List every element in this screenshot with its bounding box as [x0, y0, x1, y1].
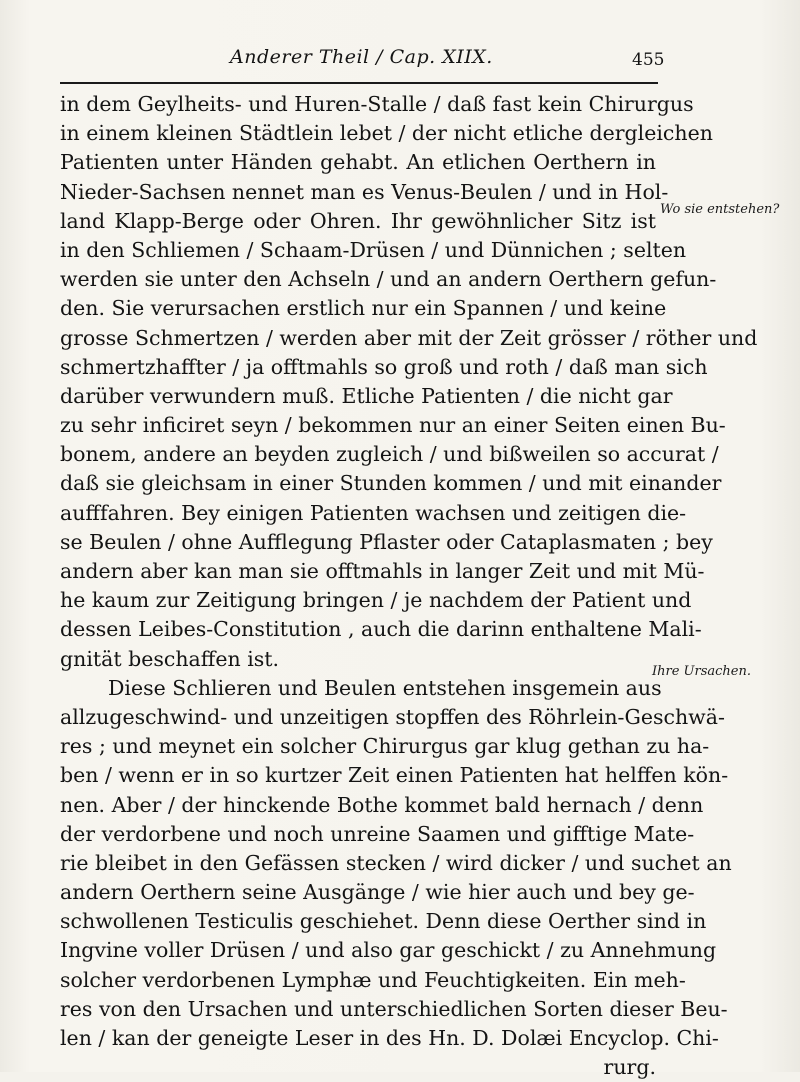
- text-line: schwollenen Testiculis geschiehet. Denn diese Oerther sind in: [60, 909, 707, 934]
- text-line: len / kan der geneigte Leser in des Hn. D. Dolæi Encyclop. Chi-: [60, 1026, 719, 1050]
- text-line: allzugeschwind- und unzeitigen stopffen des Röhrlein-Geschwä-: [60, 704, 725, 729]
- paragraph-first-line: Diese Schlieren und Beulen entstehen insgemein aus: [108, 675, 662, 700]
- text-line: rurg.: [603, 1055, 656, 1080]
- text-line: in einem kleinen Städtlein lebet / der nicht etliche dergleichen: [60, 121, 713, 146]
- text-line: se Beulen / ohne Aufflegung Pflaster oder Cataplasmaten ; bey: [60, 529, 713, 554]
- text-line: ben / wenn er in so kurtzer Zeit einen Patienten hat helffen kön-: [60, 763, 729, 788]
- text-line: Patienten unter Händen gehabt. An etlichen Oerthern in: [60, 150, 656, 175]
- text-line: Ingvine voller Drüsen / und also gar geschickt / zu Annehmung: [60, 938, 717, 963]
- text-line: rie bleibet in den Gefässen stecken / wird dicker / und suchet an: [60, 850, 732, 875]
- text-line: bonem, andere an beyden zugleich / und bißweilen so accurat /: [60, 442, 719, 467]
- text-line: in den Schliemen / Schaam-Drüsen / und Dünnichen ; selten: [60, 237, 687, 262]
- text-line: in dem Geylheits- und Huren-Stalle / daß fast kein Chirurgus: [60, 92, 694, 116]
- page-number: 455: [632, 50, 665, 70]
- text-line: res ; und meynet ein solcher Chirurgus gar klug gethan zu ha-: [60, 734, 710, 759]
- header-rule: [60, 82, 658, 84]
- running-head: Anderer Theil / Cap. XIIX.: [230, 46, 493, 68]
- text-line: zu sehr inficiret seyn / bekommen nur an einer Seiten einen Bu-: [60, 413, 726, 438]
- text-line: Nieder-Sachsen nennet man es Venus-Beulen / und in Hol-: [60, 179, 669, 204]
- text-line: andern aber kan man sie offtmahls in langer Zeit und mit Mü-: [60, 559, 705, 583]
- text-line: daß sie gleichsam in einer Stunden kommen / und mit einander: [60, 471, 722, 496]
- text-line: werden sie unter den Achseln / und an andern Oerthern gefun-: [60, 267, 717, 292]
- text-line: res von den Ursachen und unterschiedlichen Sorten dieser Beu-: [60, 996, 728, 1021]
- margin-note-location: Wo sie entstehen?: [660, 202, 780, 217]
- text-line: gnität beschaffen ist.: [60, 646, 280, 671]
- text-line: andern Oerthern seine Ausgänge / wie hier auch und bey ge-: [60, 880, 695, 905]
- page-header: [60, 44, 665, 78]
- text-line: solcher verdorbenen Lymphæ und Feuchtigkeiten. Ein meh-: [60, 967, 686, 992]
- margin-note-causes: Ihre Ursachen.: [652, 664, 751, 679]
- text-line: nen. Aber / der hinckende Bothe kommet bald hernach / denn: [60, 792, 704, 817]
- text-line: land Klapp-Berge oder Ohren. Ihr gewöhnlicher Sitz ist: [60, 208, 656, 233]
- text-line: der verdorbene und noch unreine Saamen und gifftige Mate-: [60, 821, 695, 846]
- text-line: den. Sie verursachen erstlich nur ein Spannen / und keine: [60, 296, 667, 321]
- text-line: aufffahren. Bey einigen Patienten wachsen und zeitigen die-: [60, 500, 687, 525]
- text-line: darüber verwundern muß. Etliche Patienten / die nicht gar: [60, 383, 673, 408]
- text-line: grosse Schmertzen / werden aber mit der Zeit grösser / röther und: [60, 325, 758, 350]
- text-line: he kaum zur Zeitigung bringen / je nachdem der Patient und: [60, 588, 692, 613]
- text-line: dessen Leibes-Constitution , auch die darinn enthaltene Mali-: [60, 617, 702, 642]
- text-line: schmertzhaffter / ja offtmahls so groß und roth / daß man sich: [60, 354, 708, 379]
